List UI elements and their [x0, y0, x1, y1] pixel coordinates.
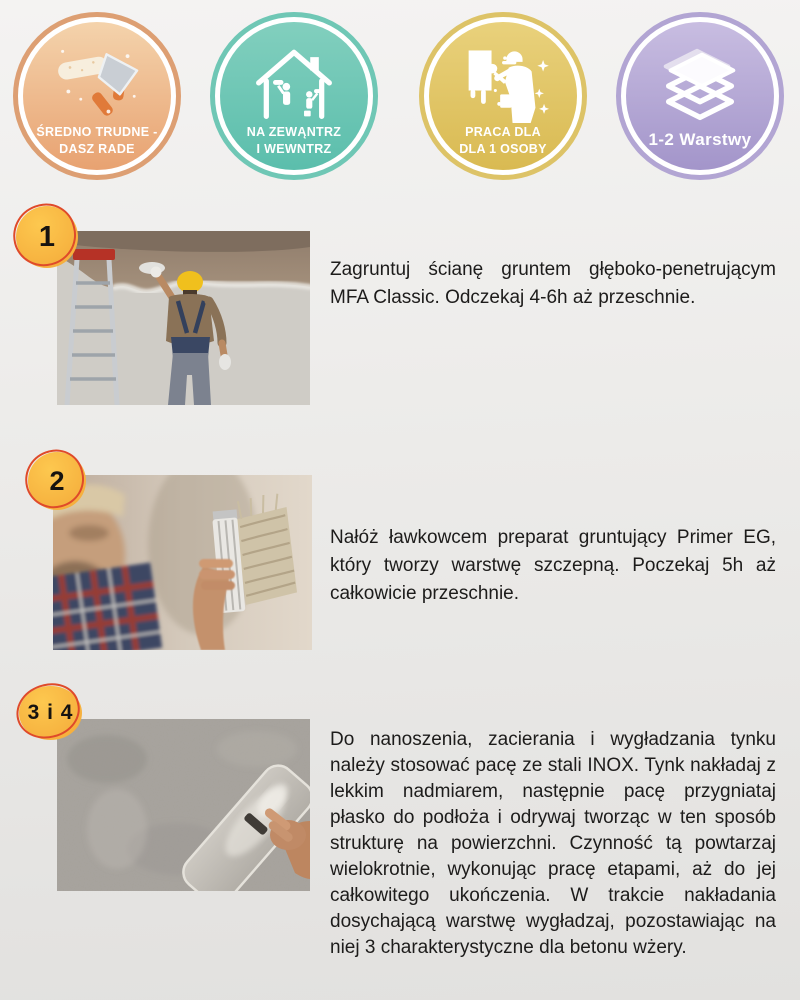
badge-layers-label [649, 129, 752, 151]
badge-layers [616, 12, 784, 180]
badge-label-line: DASZ RADE [59, 141, 135, 156]
one-person-painting-icon [454, 39, 552, 123]
badge-label-line: DLA 1 OSOBY [459, 141, 547, 156]
step-2-text: Nałóż ławkowcem preparat gruntujący Primer EG, który tworzy warstwę szczepną. Poczekaj 5h aż całkowicie przeschnie. [330, 527, 776, 604]
worker-priming-wall-photo [57, 231, 310, 405]
layers-stack-icon [651, 44, 749, 128]
badge-indoor-outdoor-label [247, 124, 342, 157]
badge-workers-label [459, 124, 547, 157]
badge-workers-inner [429, 22, 577, 170]
step-2-number-badge [28, 452, 86, 510]
badge-indoor-outdoor-inner [220, 22, 368, 170]
house-painting-icon [245, 39, 343, 123]
badge-difficulty-inner [23, 22, 171, 170]
badge-difficulty-label [36, 124, 157, 157]
step-3-4-number-badge [19, 686, 82, 740]
man-applying-primer-with-block-brush-photo [53, 475, 312, 650]
step-number: 2 [49, 465, 65, 496]
step-1-number-badge [16, 206, 78, 268]
badge-workers [419, 12, 587, 180]
step-number: 1 [38, 220, 56, 253]
badge-indoor-outdoor [210, 12, 378, 180]
badge-label-line: ŚREDNO TRUDNE - [36, 125, 158, 139]
step-1-text: Zagruntuj ścianę gruntem głęboko-penetrującym MFA Classic. Odczekaj 4-6h aż przeschnie. [330, 259, 776, 308]
badge-label-line: PRACA DLA [465, 125, 541, 139]
badge-label-line: NA ZEWĄNTRZ [246, 125, 342, 139]
badge-difficulty [13, 12, 181, 180]
paint-roller-trowel-icon [48, 39, 146, 123]
badge-label-line: 1-2 Warstwy [648, 130, 752, 150]
badge-label-line: I WEWNTRZ [256, 141, 332, 156]
badge-layers-inner [626, 22, 774, 170]
step-number: 3 i 4 [27, 701, 74, 724]
hand-smoothing-plaster-with-float-photo [57, 719, 310, 891]
step-3-4-text: Do nanoszenia, zacierania i wygładzania tynku należy stosować pacę ze stali INOX. Tynk nakładaj z lekkim nadmiarem, następnie pacę przygniataj płasko do podłoża i odrywaj tworząc w ten sposób strukturę na powierzchni. Czynność tą powtarzaj wielokrotnie, wykonując pracę etapami, aż do jej całkowitego ukończenia. W trakcie nakładania dosychającą warstwę wygładzaj, pozostawiając na niej 3 charakterystyczne dla betonu wżery. [330, 729, 776, 958]
